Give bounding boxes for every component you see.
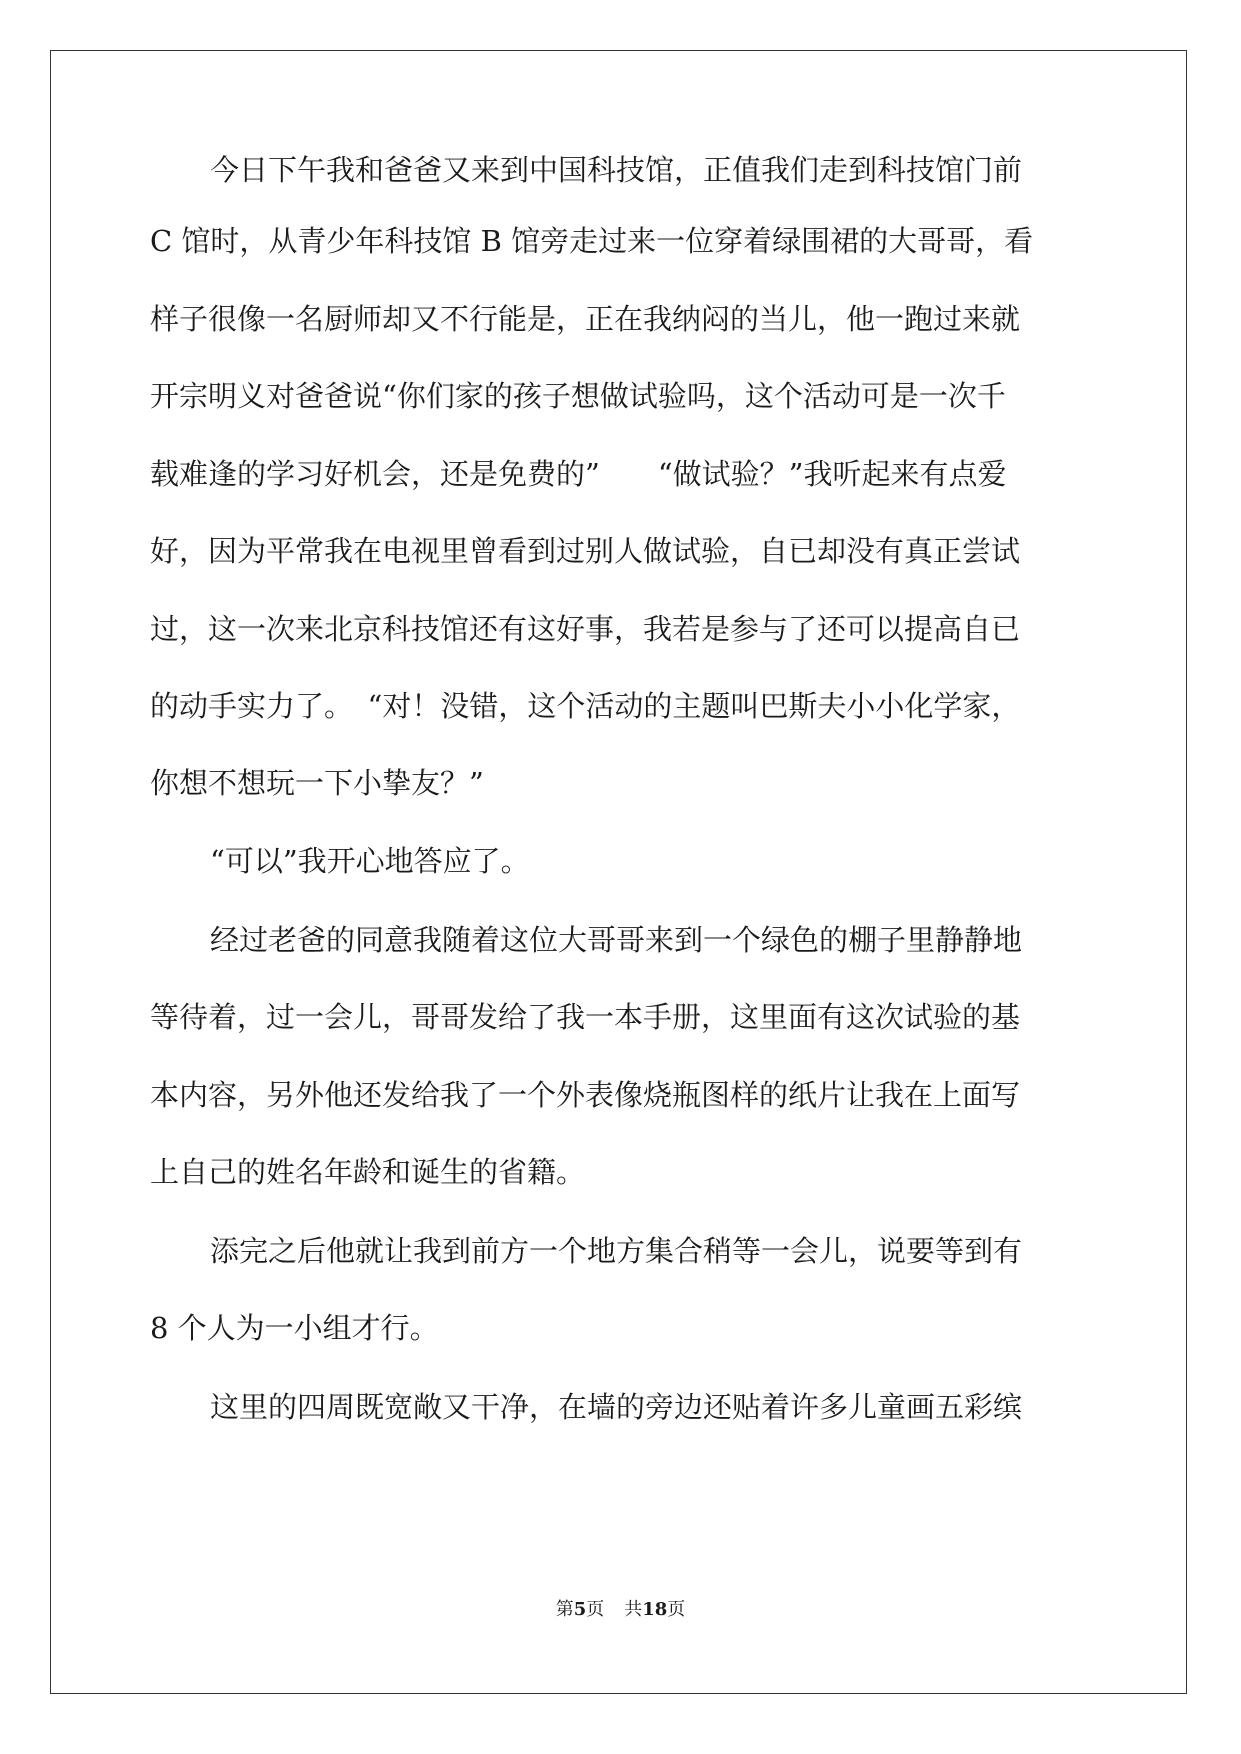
text-line: 添完之后他就让我到前方一个地方集合稍等一会儿，说要等到有: [210, 1234, 1023, 1268]
text-line: 上自己的姓名年龄和诞生的省籍。: [150, 1155, 586, 1189]
page-footer: [0, 1598, 1241, 1622]
text-line: “可以”我开心地答应了。: [210, 844, 530, 878]
text-line: 等待着，过一会儿，哥哥发给了我一本手册，这里面有这次试验的基: [150, 1000, 1021, 1034]
text-line: 开宗明义对爸爸说“你们家的孩子想做试验吗，这个活动可是一次千: [150, 379, 1006, 413]
text-line: 本内容，另外他还发给我了一个外表像烧瓶图样的纸片让我在上面写: [150, 1078, 1021, 1112]
text-line: C 馆时，从青少年科技馆 B 馆旁走过来一位穿着绿围裙的大哥哥，看: [150, 224, 1034, 258]
text-line: 好，因为平常我在电视里曾看到过别人做试验，自已却没有真正尝试: [150, 534, 1021, 568]
text-line: 8 个人为一小组才行。: [150, 1311, 439, 1345]
text-line: 这里的四周既宽敞又干净，在墙的旁边还贴着许多儿童画五彩缤: [210, 1390, 1023, 1424]
text-line: 今日下午我和爸爸又来到中国科技馆，正值我们走到科技馆门前: [210, 153, 1023, 187]
text-line: 你想不想玩一下小挚友？”: [150, 766, 484, 800]
page-total: 18: [642, 1599, 668, 1620]
text-line: 的动手实力了。 “对！没错，这个活动的主题叫巴斯夫小小化学家，: [150, 689, 1021, 723]
total-prefix: 共: [624, 1599, 643, 1620]
text-line: 过，这一次来北京科技馆还有这好事，我若是参与了还可以提高自已: [150, 612, 1021, 646]
page-suffix: 页: [586, 1599, 605, 1620]
page-number: 5: [573, 1599, 587, 1620]
total-suffix: 页: [667, 1599, 686, 1620]
page-prefix: 第: [555, 1599, 574, 1620]
text-line: 经过老爸的同意我随着这位大哥哥来到一个绿色的棚子里静静地: [210, 923, 1023, 957]
text-line: 载难逢的学习好机会，还是免费的” “做试验？”我听起来有点爱: [150, 457, 1007, 491]
text-line: 样子很像一名厨师却又不行能是，正在我纳闷的当儿，他一跑过来就: [150, 302, 1021, 336]
